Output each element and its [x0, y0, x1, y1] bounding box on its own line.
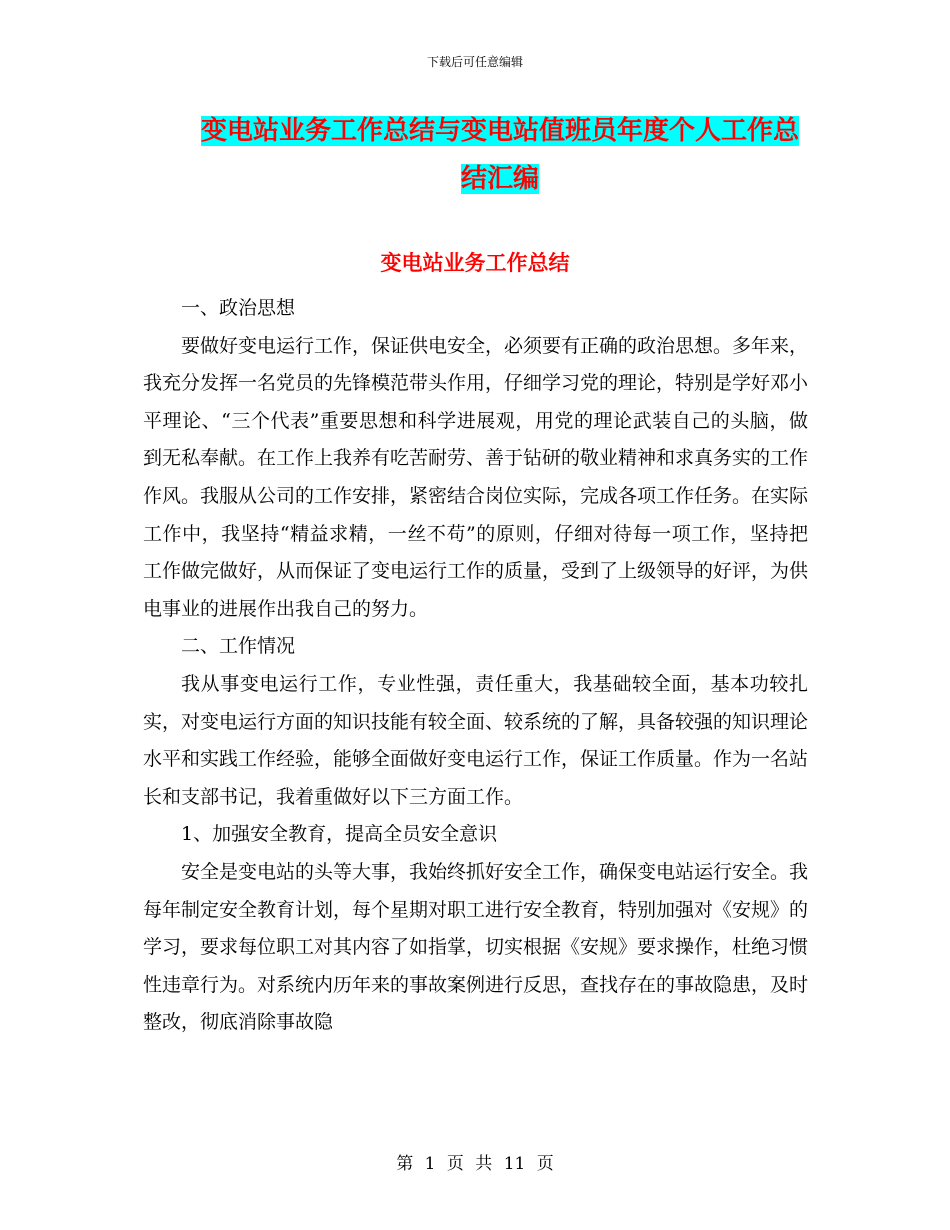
document-title-line-2: 结汇编	[460, 164, 539, 194]
paragraph: 安全是变电站的头等大事，我始终抓好安全工作，确保变电站运行安全。我每年制定安全教育计划，每个星期对职工进行安全教育，特别加强对《安规》的学习，要求每位职工对其内容了如指掌，切实根据《安规》要求操作，杜绝习惯性违章行为。对系统内历年来的事故案例进行反思，查找存在的事故隐患，及时整改，彻底消除事故隐	[143, 860, 809, 1034]
document-body	[143, 290, 808, 1042]
heading-political-thought: 一、政治思想	[181, 297, 296, 319]
section-title: 变电站业务工作总结	[380, 251, 570, 275]
paragraph: 我从事变电运行工作，专业性强，责任重大，我基础较全面，基本功较扎实，对变电运行方面的知识技能有较全面、较系统的了解，具备较强的知识理论水平和实践工作经验，能够全面做好变电运行工作，保证工作质量。作为一名站长和支部书记，我着重做好以下三方面工作。	[143, 672, 809, 808]
header-note: 下载后可任意编辑	[426, 55, 523, 69]
paragraph: 要做好变电运行工作，保证供电安全，必须要有正确的政治思想。多年来，我充分发挥一名党员的先锋模范带头作用，仔细学习党的理论，特别是学好邓小平理论、“三个代表”重要思想和科学进展观，用党的理论武装自己的头脑，做到无私奉献。在工作上我养有吃苦耐劳、善于钻研的敬业精神和求真务实的工作作风。我服从公司的工作安排，紧密结合岗位实际，完成各项工作任务。在实际工作中，我坚持“精益求精，一丝不苟”的原则，仔细对待每一项工作，坚持把工作做完做好，从而保证了变电运行工作的质量，受到了上级领导的好评，为供电事业的进展作出我自己的努力。	[143, 334, 809, 620]
page-footer: 第 1 页 共 11 页	[396, 1154, 554, 1174]
heading-safety-education: 1、加强安全教育，提高全员安全意识	[181, 823, 498, 846]
document-title-line-1: 变电站业务工作总结与变电站值班员年度个人工作总	[200, 116, 799, 146]
document-title	[190, 107, 810, 203]
heading-work-situation: 二、工作情况	[181, 635, 296, 658]
